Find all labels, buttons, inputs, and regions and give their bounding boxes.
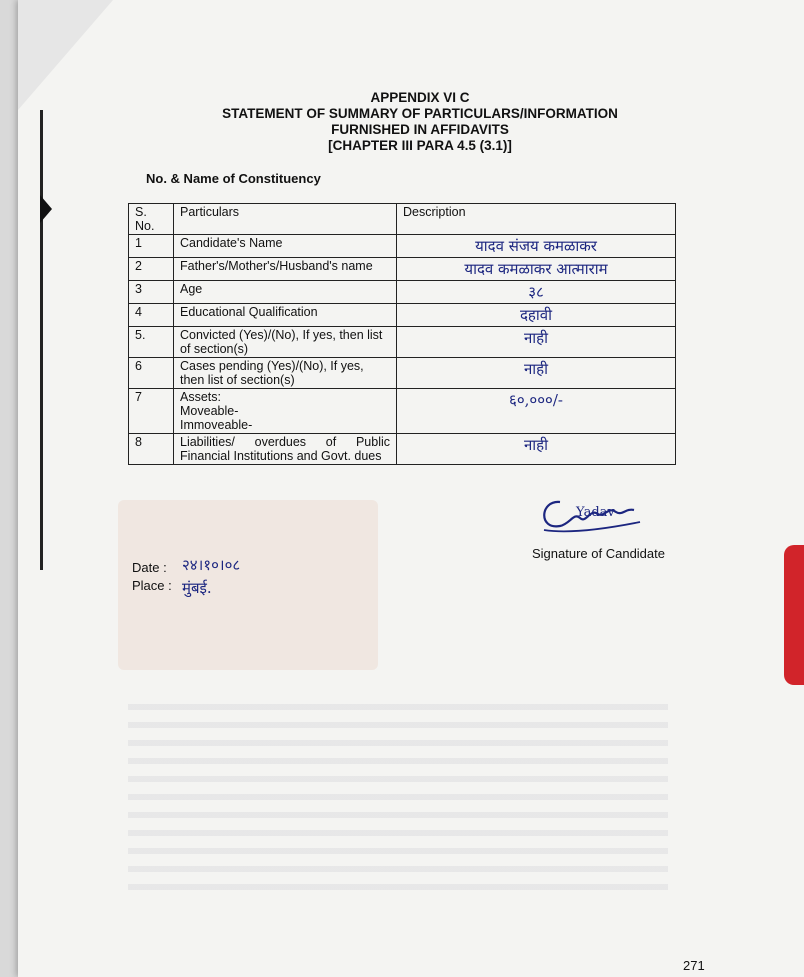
appendix-title: APPENDIX VI C: [370, 90, 470, 105]
chapter-reference: [CHAPTER III PARA 4.5 (3.1)]: [328, 138, 512, 153]
row-sno: 2: [129, 258, 174, 281]
row-sno: 7: [129, 389, 174, 434]
header-sno: S. No.: [129, 204, 174, 235]
row-sno: 1: [129, 235, 174, 258]
signature-label: Signature of Candidate: [532, 546, 665, 561]
folded-corner: [18, 0, 113, 110]
table-row: [129, 434, 676, 465]
table-header-row: [129, 204, 676, 235]
row-particular: Candidate's Name: [174, 235, 397, 258]
row-particular: [174, 389, 397, 434]
row-particular: Father's/Mother's/Husband's name: [174, 258, 397, 281]
binding-marker: [40, 195, 52, 223]
table-row: [129, 235, 676, 258]
table-row: [129, 258, 676, 281]
header-particulars: Particulars: [174, 204, 397, 235]
signature-mark: [530, 490, 650, 540]
row-description: नाही: [397, 327, 676, 358]
row-sno: 5.: [129, 327, 174, 358]
signature-text: Yadav: [576, 505, 615, 520]
affidavit-subtitle: FURNISHED IN AFFIDAVITS: [331, 122, 509, 137]
binding-edge: [40, 110, 43, 570]
row-description: दहावी: [397, 304, 676, 327]
row-description: नाही: [397, 358, 676, 389]
statement-title: STATEMENT OF SUMMARY OF PARTICULARS/INFORMATION: [222, 106, 618, 121]
table-row: [129, 281, 676, 304]
table-row: [129, 327, 676, 358]
assets-immoveable-label: Immoveable-: [180, 418, 253, 432]
table-row: [129, 304, 676, 327]
constituency-label: No. & Name of Constituency: [146, 171, 321, 186]
row-particular: Convicted (Yes)/(No), If yes, then list of section(s): [174, 327, 397, 358]
candidate-signature: [530, 490, 650, 545]
page-number: 271: [683, 958, 705, 973]
place-value: मुंबई.: [182, 579, 212, 597]
assets-moveable-label: Moveable-: [180, 404, 239, 418]
row-particular: Cases pending (Yes)/(No), If yes, then list of section(s): [174, 358, 397, 389]
row-particular: Age: [174, 281, 397, 304]
row-description: ६०,०००/-: [397, 389, 676, 434]
table-row: [129, 389, 676, 434]
particulars-table: [128, 203, 676, 465]
row-sno: 3: [129, 281, 174, 304]
date-label: Date :: [132, 560, 167, 575]
row-particular: Educational Qualification: [174, 304, 397, 327]
place-label: Place :: [132, 578, 172, 593]
row-description: यादव कमळाकर आत्माराम: [397, 258, 676, 281]
bleed-through-text: [128, 700, 668, 890]
date-value: २४।१०।०८: [182, 556, 241, 574]
row-description: ३८: [397, 281, 676, 304]
row-sno: 6: [129, 358, 174, 389]
row-description: यादव संजय कमळाकर: [397, 235, 676, 258]
row-description: नाही: [397, 434, 676, 465]
table-row: [129, 358, 676, 389]
red-seal: [784, 545, 804, 685]
row-sno: 4: [129, 304, 174, 327]
assets-label: Assets:: [180, 390, 221, 404]
row-sno: 8: [129, 434, 174, 465]
header-description: Description: [397, 204, 676, 235]
row-particular: Liabilities/ overdues of Public Financial Institutions and Govt. dues: [174, 434, 397, 465]
